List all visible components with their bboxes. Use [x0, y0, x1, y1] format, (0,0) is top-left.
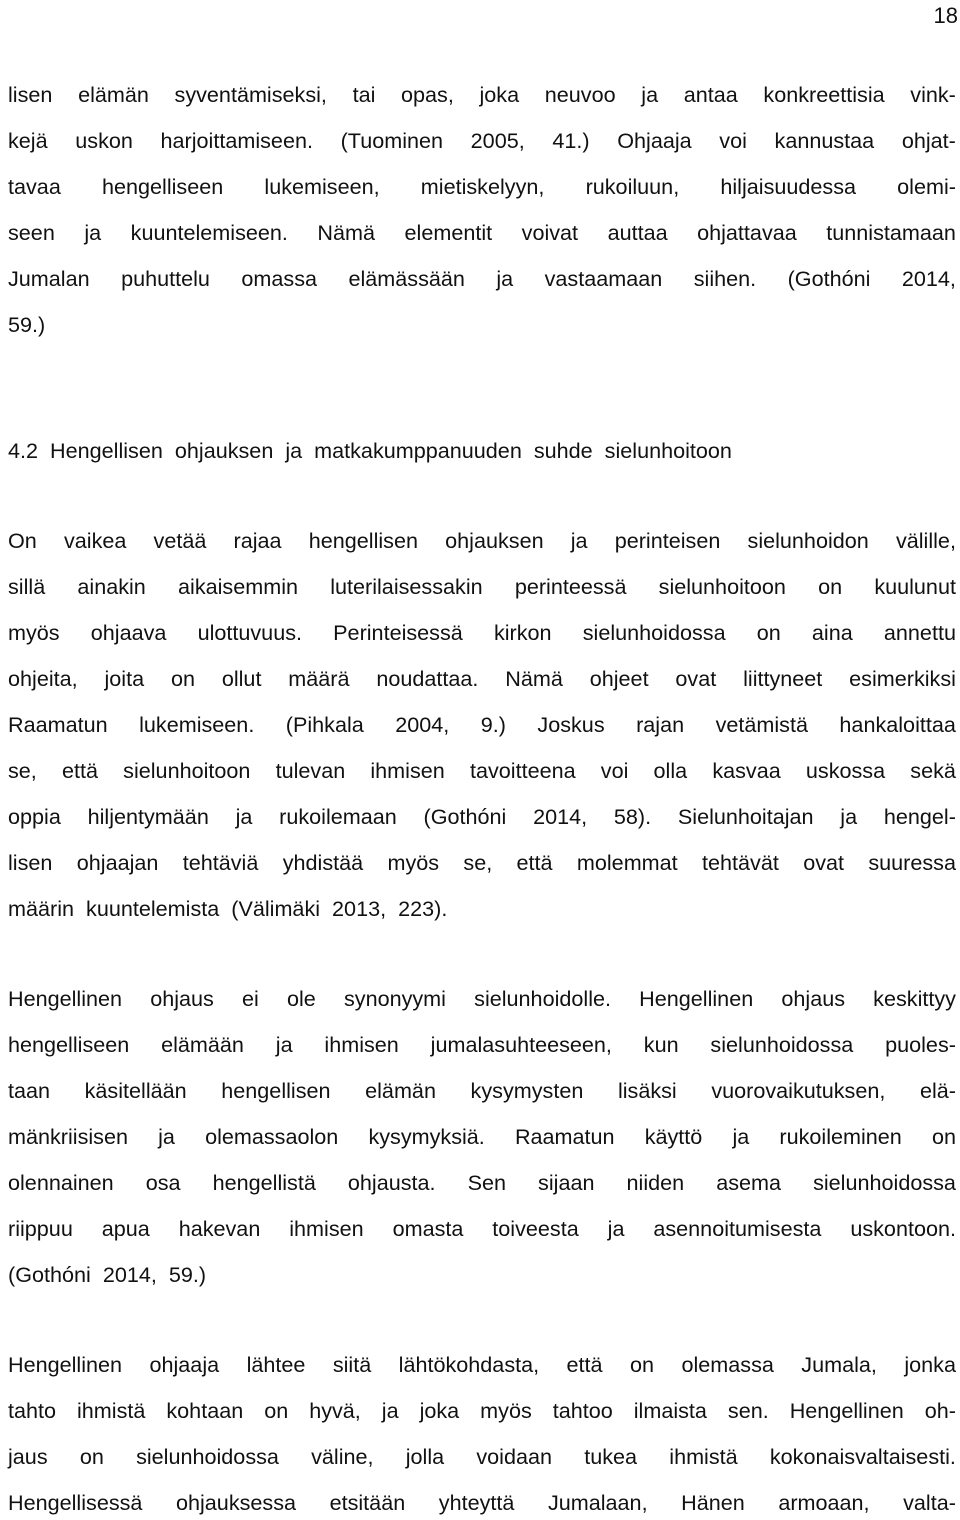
text-line: myös ohjaava ulottuvuus. Perinteisessä kirkon sielunhoidossa on aina annettu: [8, 620, 956, 645]
text-line: Hengellisessä ohjauksessa etsitään yhteyttä Jumalaan, Hänen armoaan, valta-: [8, 1490, 956, 1515]
text-line: Jumalan puhuttelu omassa elämässään ja vastaamaan siihen. (Gothóni 2014,: [8, 266, 956, 291]
text-line: jaus on sielunhoidossa väline, jolla voidaan tukea ihmistä kokonaisvaltaisesti.: [8, 1444, 956, 1469]
text-line: 4.2 Hengellisen ohjauksen ja matkakumppanuuden suhde sielunhoitoon: [8, 438, 732, 463]
text-line: On vaikea vetää rajaa hengellisen ohjauksen ja perinteisen sielunhoidon välille,: [8, 528, 956, 553]
text-line: (Gothóni 2014, 59.): [8, 1262, 207, 1287]
text-line: hengelliseen elämään ja ihmisen jumalasuhteeseen, kun sielunhoidossa puoles-: [8, 1032, 956, 1057]
text-line: se, että sielunhoitoon tulevan ihmisen tavoitteena voi olla kasvaa uskossa sekä: [8, 758, 956, 783]
text-line: ohjeita, joita on ollut määrä noudattaa. Nämä ohjeet ovat liittyneet esimerkiksi: [8, 666, 956, 691]
text-line: lisen ohjaajan tehtäviä yhdistää myös se, että molemmat tehtävät ovat suuressa: [8, 850, 956, 875]
text-line: määrin kuuntelemista (Välimäki 2013, 223).: [8, 896, 448, 921]
text-line: Hengellinen ohjaus ei ole synonyymi sielunhoidolle. Hengellinen ohjaus keskittyy: [8, 986, 956, 1011]
text-line: oppia hiljentymään ja rukoilemaan (Gothóni 2014, 58). Sielunhoitajan ja hengel-: [8, 804, 956, 829]
text-line: riippuu apua hakevan ihmisen omasta toiveesta ja asennoitumisesta uskontoon.: [8, 1216, 956, 1241]
page-number: 18: [933, 3, 958, 28]
text-line: sillä ainakin aikaisemmin luterilaisessakin perinteessä sielunhoitoon on kuulunut: [8, 574, 956, 599]
text-line: kejä uskon harjoittamiseen. (Tuominen 2005, 41.) Ohjaaja voi kannustaa ohjat-: [8, 128, 956, 153]
text-line: lisen elämän syventämiseksi, tai opas, joka neuvoo ja antaa konkreettisia vink-: [8, 82, 956, 107]
text-line: Raamatun lukemiseen. (Pihkala 2004, 9.) Joskus rajan vetämistä hankaloittaa: [8, 712, 956, 737]
text-line: 59.): [8, 312, 46, 337]
text-line: seen ja kuuntelemiseen. Nämä elementit voivat auttaa ohjattavaa tunnistamaan: [8, 220, 956, 245]
text-line: tavaa hengelliseen lukemiseen, mietiskelyyn, rukoiluun, hiljaisuudessa olemi-: [8, 174, 956, 199]
text-line: Hengellinen ohjaaja lähtee siitä lähtökohdasta, että on olemassa Jumala, jonka: [8, 1352, 956, 1377]
text-line: taan käsitellään hengellisen elämän kysymysten lisäksi vuorovaikutuksen, elä-: [8, 1078, 956, 1103]
text-line: olennainen osa hengellistä ohjausta. Sen sijaan niiden asema sielunhoidossa: [8, 1170, 956, 1195]
text-line: tahto ihmistä kohtaan on hyvä, ja joka myös tahtoo ilmaista sen. Hengellinen oh-: [8, 1398, 956, 1423]
text-line: mänkriisisen ja olemassaolon kysymyksiä. Raamatun käyttö ja rukoileminen on: [8, 1124, 956, 1149]
